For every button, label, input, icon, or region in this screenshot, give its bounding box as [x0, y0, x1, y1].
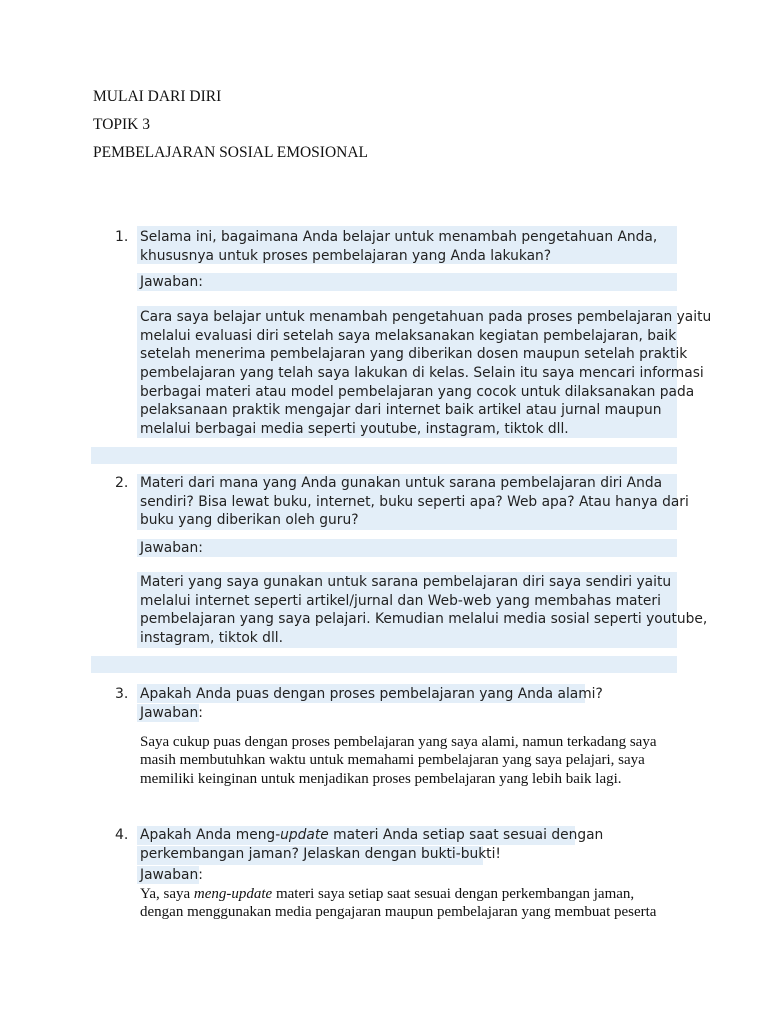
q1-answer: Cara saya belajar untuk menambah pengetahuan pada proses pembelajaran yaitu melalui evaluasi diri setelah saya melaksanakan kegiatan pembelajaran, baik setelah menerima pembelajaran yang diberikan dosen maupun setelah praktik pembelajaran yang telah saya lakukan di kelas. Selain itu saya mencari informasi berbagai materi atau model pembelajaran yang cocok untuk dilaksanakan pada pelaksanaan praktik mengajar dari internet baik artikel atau jurnal maupun melalui berbagai media seperti youtube, instagram, tiktok dll. — [140, 309, 712, 438]
separator-shade-1 — [91, 447, 677, 464]
separator-shade-2 — [91, 656, 677, 673]
q3-number: 3. — [115, 686, 129, 702]
q4-question: Apakah Anda meng-update materi Anda setiap saat sesuai dengan perkembangan jaman? Jelaskan dengan bukti-bukti! — [140, 827, 604, 862]
q2-answer-label: Jawaban: — [140, 540, 203, 556]
q1-number: 1. — [115, 229, 129, 245]
q2-number: 2. — [115, 475, 129, 491]
q4-number: 4. — [115, 827, 129, 843]
q4-answer: Ya, saya meng-update materi saya setiap saat sesuai dengan perkembangan jaman, dengan menggunakan media pengajaran maupun pembelajaran yang membuat peserta — [140, 886, 657, 921]
q3-answer: Saya cukup puas dengan proses pembelajaran yang saya alami, namun terkadang saya masih membutuhkan waktu untuk memahami pembelajaran yang saya pelajari, saya memiliki keinginan untuk menjadikan proses pembelajaran yang lebih baik lagi. — [140, 734, 657, 787]
subject-title: PEMBELAJARAN SOSIAL EMOSIONAL — [93, 144, 368, 161]
q2-answer: Materi yang saya gunakan untuk sarana pembelajaran diri saya sendiri yaitu melalui internet seperti artikel/jurnal dan Web-web yang membahas materi pembelajaran yang saya pelajari. Kemudian melalui media sosial seperti youtube, instagram, tiktok dll. — [140, 574, 708, 647]
q4-answer-label: Jawaban: — [140, 867, 203, 883]
document-title: MULAI DARI DIRI — [93, 88, 222, 105]
q1-label-shade — [137, 273, 677, 291]
q1-question: Selama ini, bagaimana Anda belajar untuk menambah pengetahuan Anda, khususnya untuk proses pembelajaran yang Anda lakukan? — [140, 229, 658, 264]
q1-answer-label: Jawaban: — [140, 274, 203, 290]
q2-label-shade — [137, 539, 677, 557]
topic-label: TOPIK 3 — [93, 116, 150, 133]
q3-answer-label: Jawaban: — [140, 705, 203, 721]
q3-question: Apakah Anda puas dengan proses pembelajaran yang Anda alami? — [140, 686, 603, 702]
q2-question: Materi dari mana yang Anda gunakan untuk sarana pembelajaran diri Anda sendiri? Bisa lewat buku, internet, buku seperti apa? Web apa? Atau hanya dari buku yang diberikan oleh guru? — [140, 475, 689, 529]
